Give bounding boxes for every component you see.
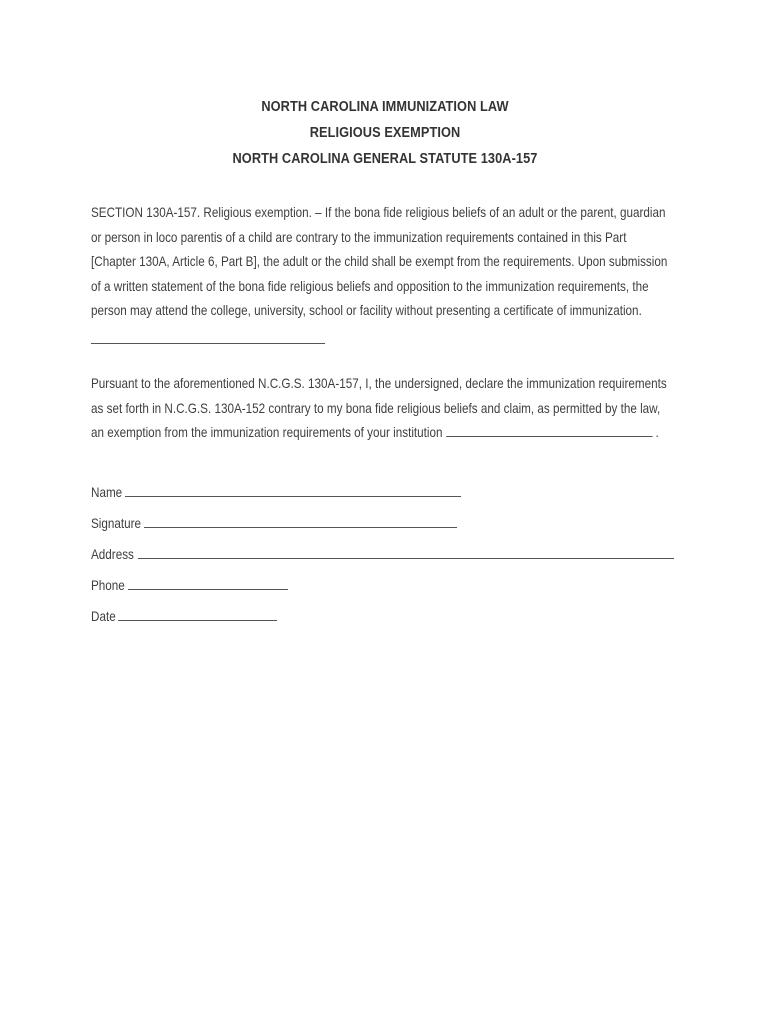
signature-blank[interactable] [144,527,457,528]
declaration-line-3 [91,421,659,446]
date-blank[interactable] [118,620,277,621]
declaration-period: . [655,425,659,441]
statute-line: or person in loco parentis of a child are contrary to the immunization requirements contained in this Part [91,229,627,245]
address-label: Address [91,547,134,562]
name-label: Name [91,485,123,500]
declaration-line-3-text: an exemption from the immunization requirements of your institution [91,425,443,441]
declaration-line-2: as set forth in N.C.G.S. 130A-152 contrary to my bona fide religious beliefs and claim, as permitted by the law, [91,400,661,416]
address-field [91,542,674,562]
declaration-line-1: Pursuant to the aforementioned N.C.G.S. 130A-157, I, the undersigned, declare the immunization requirements [91,376,667,391]
statute-line: of a written statement of the bona fide religious beliefs and opposition to the immunization requirements, the [91,278,649,294]
statute-line: person may attend the college, university, school or facility without presenting a certificate of immunization. [91,303,642,319]
title-line-1: NORTH CAROLINA IMMUNIZATION LAW [261,99,509,115]
phone-field [91,573,288,593]
document-title [0,94,770,172]
institution-blank[interactable] [446,424,652,437]
address-blank[interactable] [138,558,674,559]
phone-label: Phone [91,578,125,593]
separator-line [91,343,325,344]
declaration-text [91,372,731,446]
statute-section-text [91,201,731,324]
title-line-2: RELIGIOUS EXEMPTION [309,125,461,141]
date-label: Date [91,609,116,624]
signature-field [91,511,457,531]
statute-line: SECTION 130A-157. Religious exemption. – If the bona fide religious beliefs of an adult or the parent, guardian [91,205,666,220]
name-blank[interactable] [125,496,461,497]
date-field [91,604,277,624]
title-line-3: NORTH CAROLINA GENERAL STATUTE 130A-157 [232,151,538,167]
phone-blank[interactable] [128,589,288,590]
statute-line: [Chapter 130A, Article 6, Part B], the adult or the child shall be exempt from the requirements. Upon submission [91,254,668,270]
signature-label: Signature [91,516,142,531]
name-field [91,480,461,500]
